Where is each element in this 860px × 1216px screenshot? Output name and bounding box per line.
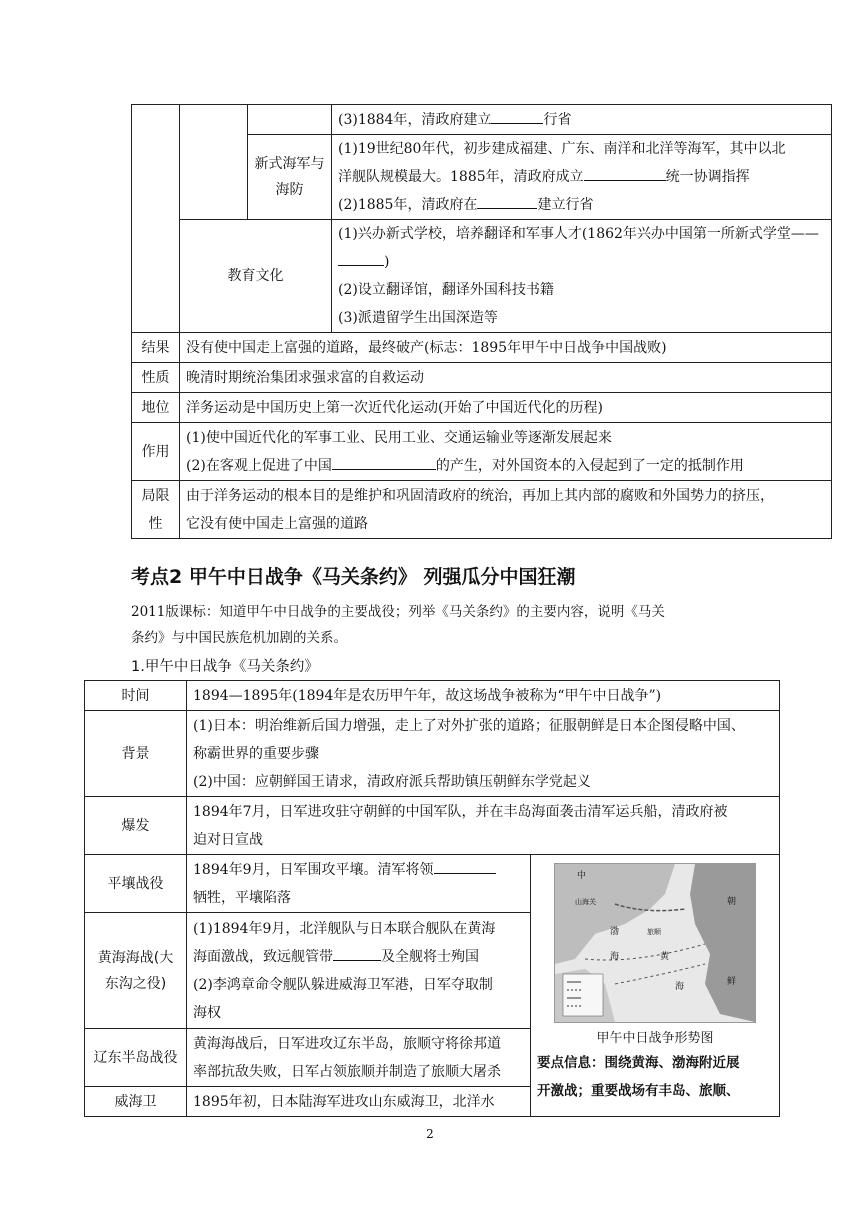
content-cell: 晚清时期统治集团求强求富的自救运动 <box>180 363 832 393</box>
row-label-limit: 局限性 <box>132 481 180 539</box>
row-label-effect: 作用 <box>132 423 180 481</box>
map-label: 黄 <box>660 952 670 962</box>
blank-cell <box>248 105 332 135</box>
war-table <box>84 680 780 1117</box>
map-cell <box>531 855 780 1117</box>
subheading: 1.甲午中日战争《马关条约》 <box>131 659 319 675</box>
row-label-education: 教育文化 <box>180 220 332 333</box>
content-cell: (3)1884年，清政府建立 行省 <box>332 105 832 135</box>
content-cell: 由于洋务运动的根本目的是维护和巩固清政府的统治，再加上其内部的腐败和外国势力的挤压， 它没有使中国走上富强的道路 <box>180 481 832 539</box>
map-label: 海 <box>675 982 685 992</box>
section-title: 考点2 甲午中日战争《马关条约》 列强瓜分中国狂潮 <box>131 566 576 588</box>
page-number: 2 <box>426 1127 434 1141</box>
row-label-navy: 新式海军与海防 <box>248 135 332 220</box>
content-cell: (1)19世纪80年代，初步建成福建、广东、南洋和北洋等海军，其中以北 洋舰队规模最大。1885年，清政府成立 统一协调指挥 (2)1885年，清政府在 建立行省 <box>332 135 832 220</box>
map-label: 旅顺 <box>647 928 661 936</box>
content-cell: 1895年初，日本陆海军进攻山东威海卫，北洋水 <box>187 1087 531 1117</box>
blank-cell <box>132 105 180 333</box>
content-cell: 1894年9月，日军围攻平壤。清军将领 牺牲，平壤陷落 <box>187 855 531 913</box>
content-cell: 没有使中国走上富强的道路，最终破产(标志：1895年甲午中日战争中国战败) <box>180 333 832 363</box>
map-caption: 甲午中日战争形势图 <box>596 1031 714 1046</box>
row-label-outbreak: 爆发 <box>85 797 187 855</box>
blank-cell <box>180 105 248 220</box>
row-label-yellow-sea: 黄海海战(大东沟之役) <box>85 913 187 1029</box>
content-cell: 黄海海战后，日军进攻辽东半岛，旅顺守将徐邦道 率部抗敌失败，日军占领旅顺并制造了旅顺大屠杀 <box>187 1029 531 1087</box>
content-cell: (1)1894年9月，北洋舰队与日本联合舰队在黄海 海面激战，致远舰管带 及全舰将士殉国 (2)李鸿章命令舰队躲进威海卫军港，日军夺取制 海权 <box>187 913 531 1029</box>
content-cell: (1)兴办新式学校，培养翻译和军事人才(1862年兴办中国第一所新式学堂——) (2)设立翻译馆，翻译外国科技书籍 (3)派遣留学生出国深造等 <box>332 220 832 333</box>
map-label: 朝 <box>727 897 737 907</box>
map-label: 山海关 <box>575 898 596 906</box>
war-map <box>554 863 756 1023</box>
content-cell: 1894年7月，日军进攻驻守朝鲜的中国军队，并在丰岛海面袭击清军运兵船，清政府被 迫对日宣战 <box>187 797 780 855</box>
row-label-background: 背景 <box>85 711 187 797</box>
row-label-pyongyang: 平壤战役 <box>85 855 187 913</box>
curriculum-standard: 2011版课标：知道甲午中日战争的主要战役；列举《马关条约》的主要内容，说明《马关 条约》与中国民族危机加剧的关系。 <box>131 604 665 646</box>
westernization-table <box>131 104 832 539</box>
key-info: 要点信息：围绕黄海、渤海附近展 开激战；重要战场有丰岛、旅顺、 <box>537 1055 740 1099</box>
row-label-status: 地位 <box>132 393 180 423</box>
war-map-image <box>555 864 755 1022</box>
row-label-time: 时间 <box>85 681 187 711</box>
content-cell: (1)日本：明治维新后国力增强，走上了对外扩张的道路；征服朝鲜是日本企图侵略中国、 称霸世界的重要步骤 (2)中国：应朝鲜国王请求，清政府派兵帮助镇压朝鲜东学党起义 <box>187 711 780 797</box>
row-label-result: 结果 <box>132 333 180 363</box>
row-label-liaodong: 辽东半岛战役 <box>85 1029 187 1087</box>
map-label: 海 <box>610 952 620 962</box>
map-label: 鲜 <box>727 977 737 987</box>
row-label-weihai: 威海卫 <box>85 1087 187 1117</box>
map-label: 中 <box>577 871 587 881</box>
content-cell: 1894—1895年(1894年是农历甲午年，故这场战争被称为“甲午中日战争”) <box>187 681 780 711</box>
row-label-nature: 性质 <box>132 363 180 393</box>
map-label: 渤 <box>610 927 620 937</box>
content-cell: 洋务运动是中国历史上第一次近代化运动(开始了中国近代化的历程) <box>180 393 832 423</box>
content-cell: (1)使中国近代化的军事工业、民用工业、交通运输业等逐渐发展起来 (2)在客观上促进了中国 的产生，对外国资本的入侵起到了一定的抵制作用 <box>180 423 832 481</box>
